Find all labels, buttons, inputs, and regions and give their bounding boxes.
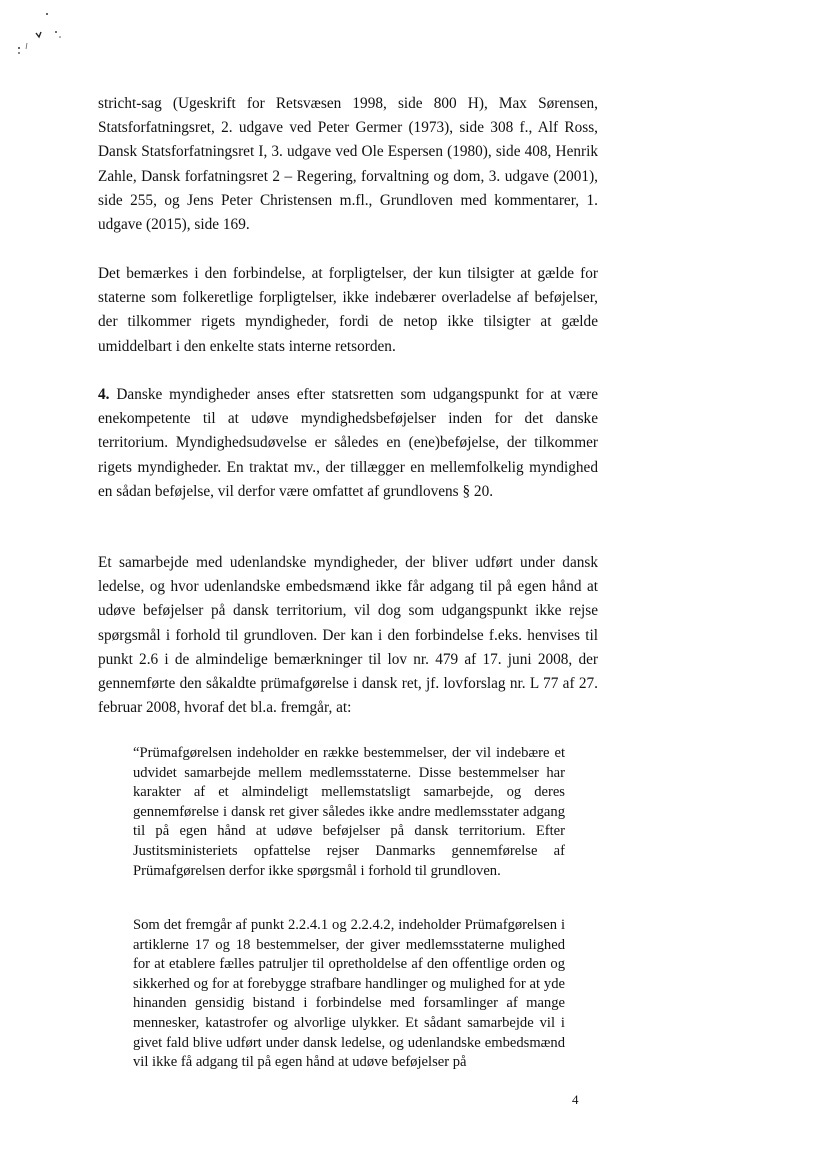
paragraph-cooperation: Et samarbejde med udenlandske myndigheder, der bliver udført under dansk ledelse, og hvor udenlandske embedsmænd ikke får adgang til på egen hånd at udøve beføjelser på dansk territorium, vil dog som udgangspunkt ikke rejse spørgsmål i forhold til grundloven. Der kan i den forbindelse f.eks. henvises til punkt 2.6 i de almindelige bemærkninger til lov nr. 479 af 17. juni 2008, der gennemførte den såkaldte prümafgørelse i dansk ret, jf. lovforslag nr. L 77 af 27. februar 2008, hvoraf det bl.a. fremgår, at: — [98, 554, 598, 717]
paragraph-section-4 — [98, 383, 598, 504]
page-number: 4 — [572, 1092, 579, 1107]
section-number: 4. — [98, 386, 110, 403]
quote-paragraph-1: “Prümafgørelsen indeholder en række bestemmelser, der vil indebære et udvidet samarbejde mellem medlemsstaterne. Disse bestemmelser har karakter af et almindeligt mellemstatsligt samarbejde, og deres gennemførelse i dansk ret giver således ikke andre medlemsstater adgang til på egen hånd at udøve beføjelser på dansk territorium. Efter Justitsministeriets opfattelse rejser Danmarks gennemførelse af Prümafgørelsen derfor ikke spørgsmål i forhold til grundloven. — [133, 745, 565, 879]
paragraph-references: stricht-sag (Ugeskrift for Retsvæsen 1998, side 800 H), Max Sørensen, Statsforfatningsret, 2. udgave ved Peter Germer (1973), side 308 f., Alf Ross, Dansk Statsforfatningsret I, 3. udgave ved Ole Espersen (1980), side 408, Henrik Zahle, Dansk forfatningsret 2 – Regering, forvaltning og dom, 3. udgave (2001), side 255, og Jens Peter Christensen m.fl., Grundloven med kommentarer, 1. udgave (2015), side 169. — [98, 95, 598, 234]
scan-specks — [14, 10, 74, 60]
quote-paragraph-2: Som det fremgår af punkt 2.2.4.1 og 2.2.4.2, indeholder Prümafgørelsen i artiklerne 17 og 18 bestemmelser, der giver medlemsstaterne mulighed for at etablere fælles patruljer til opretholdelse af den offentlige orden og sikkerhed og for at forebygge strafbare handlinger og mulighed for at yde hinanden gensidig bistand i forbindelse med forsamlinger af mange mennesker, katastrofer og alvorlige ulykker. Et sådant samarbejde vil i givet fald blive udført under dansk ledelse, og udenlandske embedsmænd vil ikke få adgang til på egen hånd at udøve beføjelser på — [133, 917, 565, 1071]
section-4-text: Danske myndigheder anses efter statsretten som udgangspunkt for at være enekompetente til at udøve myndighedsbeføjelser inden for det danske territorium. Myndighedsudøvelse er således en (ene)beføjelse, der tilkommer rigets myndigheder. En traktat mv., der tillægger en mellemfolkelig myndighed en sådan beføjelse, vil derfor være omfattet af grundlovens § 20. — [98, 386, 598, 500]
paragraph-obligations-note: Det bemærkes i den forbindelse, at forpligtelser, der kun tilsigter at gælde for staterne som folkeretlige forpligtelser, ikke indebærer overladelse af beføjelser, der tilkommer rigets myndigheder, fordi de netop ikke tilsigter at gælde umiddelbart i den enkelte stats interne retsorden. — [98, 265, 598, 355]
